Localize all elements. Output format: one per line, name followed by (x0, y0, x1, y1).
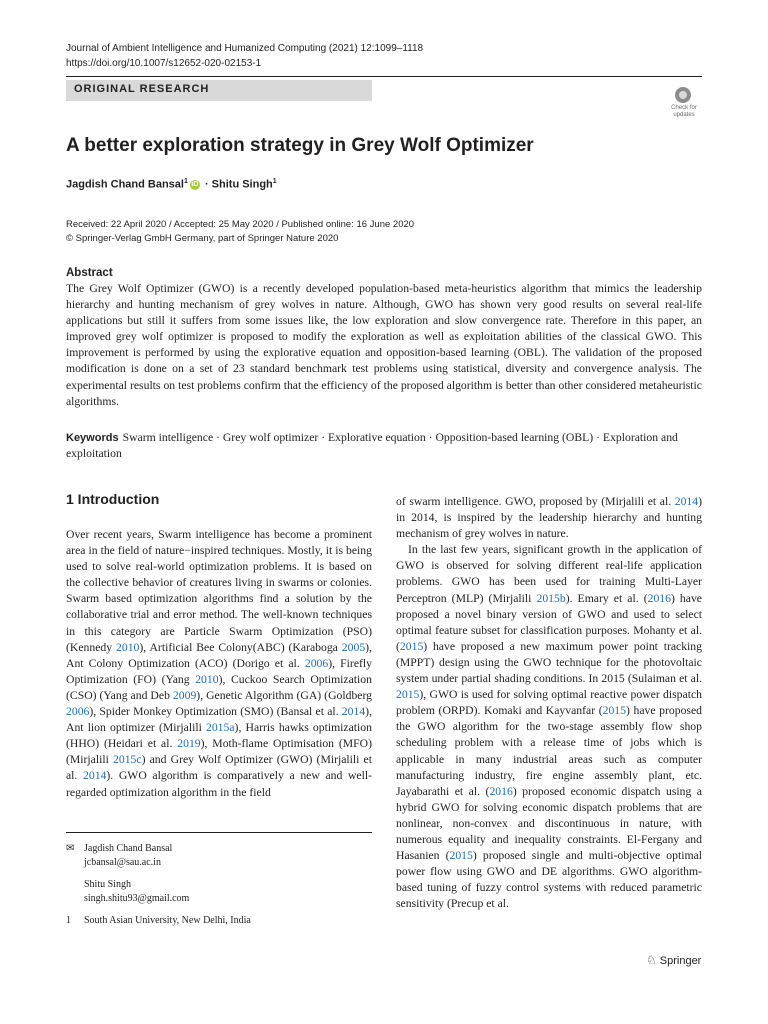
body-text: ) and Grey Wolf Optimizer (GWO) (Mirjalili et al. (66, 753, 372, 783)
author-name[interactable]: Shitu Singh (211, 178, 273, 191)
body-text: of swarm intelligence. GWO, proposed by (Mirjalili et al. (396, 495, 675, 508)
keywords-text: Swarm intelligence · Grey wolf optimizer · Explorative equation · Opposition-based learning (OBL) · Exploration and exploitation (66, 431, 678, 460)
body-text: ), Ant Colony Optimization (ACO) (Dorigo et al. (66, 640, 372, 670)
body-text: ). Emary et al. ( (565, 591, 648, 605)
doi-link[interactable]: https://doi.org/10.1007/s12652-020-02153-1 (66, 58, 262, 69)
author-name: Shitu Singh (84, 879, 131, 890)
check-updates-icon (675, 87, 691, 103)
body-text: ), Firefly Optimization (FO) (Yang (66, 656, 372, 686)
author-email[interactable]: singh.shitu93@gmail.com (84, 893, 190, 904)
citation-link[interactable]: 2014 (341, 705, 366, 719)
copyright-line: © Springer-Verlag GmbH Germany, part of Springer Nature 2020 (66, 233, 339, 244)
corresponding-author (66, 842, 372, 870)
abstract-text: The Grey Wolf Optimizer (GWO) is a recently developed population-based meta-heuristics algorithm that mimics the leadership hierarchy and hunting mechanism of grey wolves in nature. Although, GWO has shown very good results on several real-life applications but still it suffers from some issues like, the low exploration and slow convergence rate. Therefore in this paper, an improved grey wolf optimizer is proposed to modify the exploration as well as exploitation abilities of the classical GWO. This improvement is performed by using the explorative equation and opposition-based learning (OBL). The validation of the proposed modification is done on a set of 23 standard benchmark test problems using statistical, diversity and convergence analysis. The experimental results on test problems confirm that the efficiency of the proposed algorithm is better than other considered metaheuristic algorithms. (66, 282, 702, 408)
body-text: ) proposed economic dispatch using a hybrid GWO for solving economic dispatch problems that are nonlinear, non-convex and discontinuous in nature, with numerous equality and inequality constraints. El-Fergany and Hasanien ( (396, 784, 702, 863)
footnotes (66, 842, 372, 928)
citation-link[interactable]: 2015 (399, 639, 424, 653)
journal-citation: Journal of Ambient Intelligence and Humanized Computing (2021) 12:1099–1118 (66, 43, 424, 54)
citation-link[interactable]: 2015b (536, 591, 566, 605)
body-text: ), Moth-flame Optimisation (MFO) (Mirjalili (66, 737, 372, 767)
author-name[interactable]: Jagdish Chand Bansal (66, 178, 184, 191)
paragraph (396, 494, 702, 542)
article-type-banner (66, 80, 372, 101)
envelope-icon: ✉ (66, 843, 75, 854)
section-heading: 1 Introduction (66, 491, 160, 507)
springer-horse-icon: ♘ (646, 953, 657, 967)
keywords-heading: Keywords (66, 432, 119, 444)
body-text: ), Artificial Bee Colony(ABC) (Karaboga (139, 640, 342, 654)
paragraph (66, 527, 372, 801)
publication-dates (66, 218, 414, 246)
body-text: ) have proposed the GWO algorithm for the two-stage assembly flow shop scheduling problem with a release time of jobs which is applicable in many industrial areas such as computer manufacturing industry, fire engine assembly plant, etc. Jayabarathi et al. ( (396, 704, 702, 798)
citation-link[interactable]: 2010 (195, 672, 219, 686)
check-for-updates-badge[interactable] (666, 86, 702, 124)
body-text: ) in 2014, is inspired by the leadership hierarchy and hunting mechanism of grey wolves in nature. (396, 495, 702, 541)
citation-link[interactable]: 2005 (341, 640, 366, 654)
body-text: ) have proposed a novel binary version of GWO and used to select optimal feature subset for classification purposes. Mohanty et al. ( (396, 591, 702, 653)
journal-header (66, 41, 423, 71)
paper-title: A better exploration strategy in Grey Wolf Optimizer (66, 135, 534, 156)
article-type-label: ORIGINAL RESEARCH (74, 83, 210, 95)
header-rule (66, 76, 702, 77)
body-text: ), Ant lion optimizer (Mirjalili (66, 705, 372, 735)
publisher-logo (646, 953, 701, 967)
author-separator: · (201, 178, 212, 191)
body-column-right (396, 494, 702, 912)
author-affiliation-mark: 1 (272, 178, 277, 185)
body-text: Over recent years, Swarm intelligence has become a prominent area in the field of nature−inspired techniques. Mostly, it is being used to solve real-world optimization problems. It is based on the collective behavior of creatures living in swarms or colonies. Swarm based optimization algorithms find a solution by the collaborative trial and error method. The well-known techniques in this category are Particle Swarm Optimization (PSO) (Kennedy (66, 528, 372, 654)
citation-link[interactable]: 2014 (83, 769, 107, 783)
body-text: ), Genetic Algorithm (GA) (Goldberg (196, 688, 372, 702)
affiliation-number: 1 (66, 915, 71, 926)
citation-link[interactable]: 2009 (172, 688, 197, 702)
citation-link[interactable]: 2015 (602, 704, 626, 718)
orcid-icon[interactable]: iD (191, 180, 199, 188)
body-text: ), Cuckoo Search Optimization (CSO) (Yang and Deb (66, 672, 372, 702)
citation-link[interactable]: 2015 (396, 688, 420, 702)
body-text: ) proposed single and multi-objective optimal power flow using GWO and DE algorithms. GWO algorithm-based tuning of fuzzy control systems with reduced parametric sensitivity (Precup et al. (396, 849, 702, 911)
author-list (66, 178, 277, 191)
body-text: ), Harris hawks optimization (HHO) (Heidari et al. (66, 721, 372, 751)
affiliation-text: South Asian University, New Delhi, India (84, 915, 251, 926)
citation-link[interactable]: 2016 (647, 591, 671, 605)
body-column-left (66, 527, 372, 801)
paragraph (396, 542, 702, 912)
publisher-name: Springer (659, 955, 702, 967)
affiliation (66, 914, 372, 928)
check-updates-label: Check for updates (671, 105, 697, 118)
citation-link[interactable]: 2015a (205, 721, 235, 735)
abstract-heading: Abstract (66, 267, 113, 279)
citation-link[interactable]: 2006 (66, 705, 90, 719)
body-text: ) have proposed a new maximum power point tracking (MPPT) design using the GWO technique for the photovoltaic system under partial shading conditions. In 2015 (Sulaiman et al. (396, 639, 702, 686)
citation-link[interactable]: 2015c (113, 753, 142, 767)
citation-link[interactable]: 2016 (489, 784, 513, 798)
citation-link[interactable]: 2015 (449, 849, 473, 863)
body-text: ), GWO is used for solving optimal reactive power dispatch problem (ORPD). Komaki and Kayvanfar ( (396, 688, 702, 718)
body-text: ), Spider Monkey Optimization (SMO) (Bansal et al. (89, 705, 342, 719)
citation-link[interactable]: 2006 (304, 656, 329, 670)
body-text: ). GWO algorithm is comparatively a new and well-regarded optimization algorithm in the field (66, 769, 372, 799)
footnote-rule (66, 832, 372, 833)
keywords (66, 430, 702, 462)
co-author (66, 878, 372, 906)
author-affiliation-mark: 1 (183, 178, 188, 185)
author-name: Jagdish Chand Bansal (84, 843, 173, 854)
author-email[interactable]: jcbansal@sau.ac.in (84, 857, 161, 868)
body-text: In the last few years, significant growth in the application of GWO is observed for solving different real-life application problems. GWO has been used for training Multi-Layer Perceptron (MLP) (Mirjalili (396, 543, 702, 605)
history-line: Received: 22 April 2020 / Accepted: 25 May 2020 / Published online: 16 June 2020 (66, 219, 415, 230)
citation-link[interactable]: 2019 (177, 737, 201, 751)
citation-link[interactable]: 2010 (116, 640, 140, 654)
citation-link[interactable]: 2014 (674, 495, 699, 508)
